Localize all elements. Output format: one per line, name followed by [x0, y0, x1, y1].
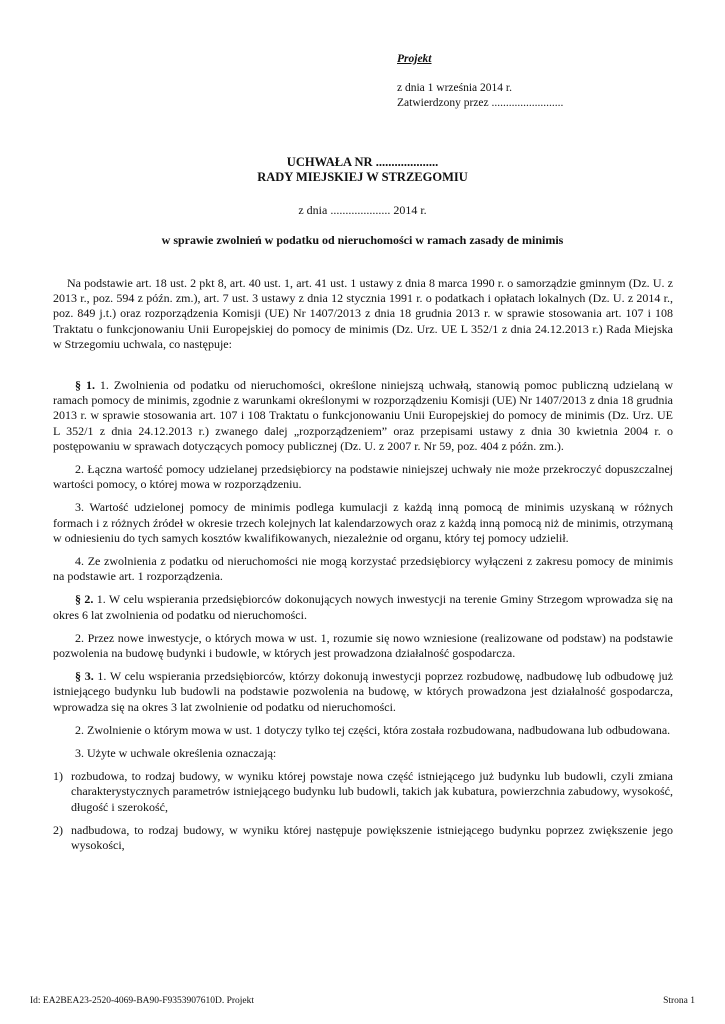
- resolution-date: z dnia .................... 2014 r.: [298, 203, 427, 217]
- resolution-body: [53, 276, 673, 861]
- section-2-label: § 2.: [75, 592, 94, 607]
- preamble: Na podstawie art. 18 ust. 2 pkt 8, art. 40 ust. 1, art. 41 ust. 1 ustawy z dnia 8 marca 1990 r. o samorządzie gminnym (Dz. U. z 2013 r., poz. 594 z późn. zm.), art. 7 ust. 3 ustawy z dnia 12 stycznia 1991 r. o podatkach i opłatach lokalnych (Dz. U. z 2014 r., poz. 849 j.t.) oraz rozporządzenia Komisji (UE) Nr 1407/2013 z dnia 18 grudnia 2013 r. w sprawie stosowania art. 107 i 108 Traktatu o funkcjonowaniu Unii Europejskiej do pomocy de minimis (Dz. Urz. UE L 352/1 z dnia 24.12.2013 r.) Rada Miejska w Strzegomiu uchwala, co następuje:: [53, 276, 673, 351]
- document-id: Id: EA2BEA23-2520-4069-BA90-F9353907610D. Projekt: [30, 996, 255, 1006]
- section-2-para-1: § 2. 1. W celu wspierania przedsiębiorców dokonujących nowych inwestycji na terenie Gminy Strzegom wprowadza się na okres 6 lat zwolnienia od podatku od nieruchomości.: [53, 592, 673, 622]
- list-item-number: 1): [53, 769, 63, 784]
- draft-date: z dnia 1 września 2014 r.: [397, 82, 512, 94]
- resolution-number: UCHWAŁA NR ....................: [286, 155, 439, 169]
- approved-by: Zatwierdzony przez .........................: [397, 97, 564, 109]
- section-3-label: § 3.: [75, 669, 94, 684]
- section-2-para-2: 2. Przez nowe inwestycje, o których mowa w ust. 1, rozumie się nowo wzniesione (realizowane od podstaw) na podstawie pozwolenia na budowę budynki i budowle, w których jest prowadzona działalność gospodarcza.: [53, 630, 673, 661]
- list-item: [53, 823, 673, 853]
- page-number: Strona 1: [663, 996, 695, 1006]
- list-item: [53, 769, 673, 815]
- section-1-para-1: § 1. 1. Zwolnienia od podatku od nieruchomości, określone niniejszą uchwałą, stanowią pomoc publiczną udzielaną w ramach pomocy de minimis, zgodnie z warunkami określonymi w rozporządzeniu Komisji (UE) Nr 1407/2013 z dnia 18 grudnia 2013 r. w sprawie stosowania art. 107 i 108 Traktatu o funkcjonowaniu Unii Europejskiej do pomocy de minimis (Dz. Urz. UE L 352/1 z dnia 24.12.2013 r.) zwanego dalej „rozporządzeniem” oraz przepisami ustawy z dnia 30 kwietnia 2004 r. o postępowaniu w sprawach dotyczących pomocy publicznej (Dz. U. z 2007 r. Nr 59, poz. 404 z późn. zm.).: [53, 378, 674, 453]
- list-item-text: rozbudowa, to rodzaj budowy, w wyniku której powstaje nowa część istniejącego już budynku lub budowli, czyli zmiana charakterystycznych parametrów istniejącego budynku lub budowli, takich jak kubatura, powierzchnia zabudowy, wysokość, długość i szerokość,: [71, 769, 673, 814]
- resolution-title: [0, 155, 725, 185]
- page-footer: [30, 996, 695, 1006]
- section-1-para-2: 2. Łączna wartość pomocy udzielanej przedsiębiorcy na podstawie niniejszej uchwały nie może przekroczyć dopuszczalnej wartości pomocy, o której mowa w rozporządzeniu.: [53, 462, 673, 492]
- list-item-number: 2): [53, 822, 63, 837]
- section-1-para-4: 4. Ze zwolnienia z podatku od nieruchomości nie mogą korzystać przedsiębiorcy wyłączeni z zakresu pomocy de minimis na podstawie art. 1 rozporządzenia.: [53, 554, 673, 584]
- section-3-para-1: § 3. 1. W celu wspierania przedsiębiorców, którzy dokonują inwestycji poprzez rozbudowę, nadbudowę lub odbudowę już istniejącego budynku lub budowli na podstawie pozwolenia na budowę, w których prowadzona jest działalność gospodarcza, wprowadza się na okres 3 lat zwolnienie od podatku od nieruchomości.: [53, 669, 673, 714]
- draft-header: [397, 52, 563, 111]
- resolution-subject: w sprawie zwolnień w podatku od nieruchomości w ramach zasady de minimis: [161, 233, 564, 247]
- projekt-label: Projekt: [397, 53, 432, 65]
- section-1-label: § 1.: [75, 378, 95, 393]
- council-name: RADY MIEJSKIEJ W STRZEGOMIU: [257, 170, 468, 184]
- section-3-para-2: 2. Zwolnienie o którym mowa w ust. 1 dotyczy tylko tej części, która została rozbudowana, nadbudowana lub odbudowana.: [75, 722, 671, 737]
- section-1-para-3: 3. Wartość udzielonej pomocy de minimis podlega kumulacji z każdą inną pomocą de minimis uzyskaną w różnych formach i z różnych źródeł w okresie trzech kolejnych lat kalendarzowych oraz z każdą inną pomocą niż de minimis, otrzymaną w odniesieniu do tych samych kosztów kwalifikowanych, niezależnie od organu, który tej pomocy udzielił.: [53, 500, 673, 545]
- list-item-text: nadbudowa, to rodzaj budowy, w wyniku której następuje powiększenie istniejącego budynku poprzez zwiększenie jego wysokości,: [71, 822, 673, 853]
- section-3-para-3: 3. Użyte w uchwale określenia oznaczają:: [75, 746, 277, 761]
